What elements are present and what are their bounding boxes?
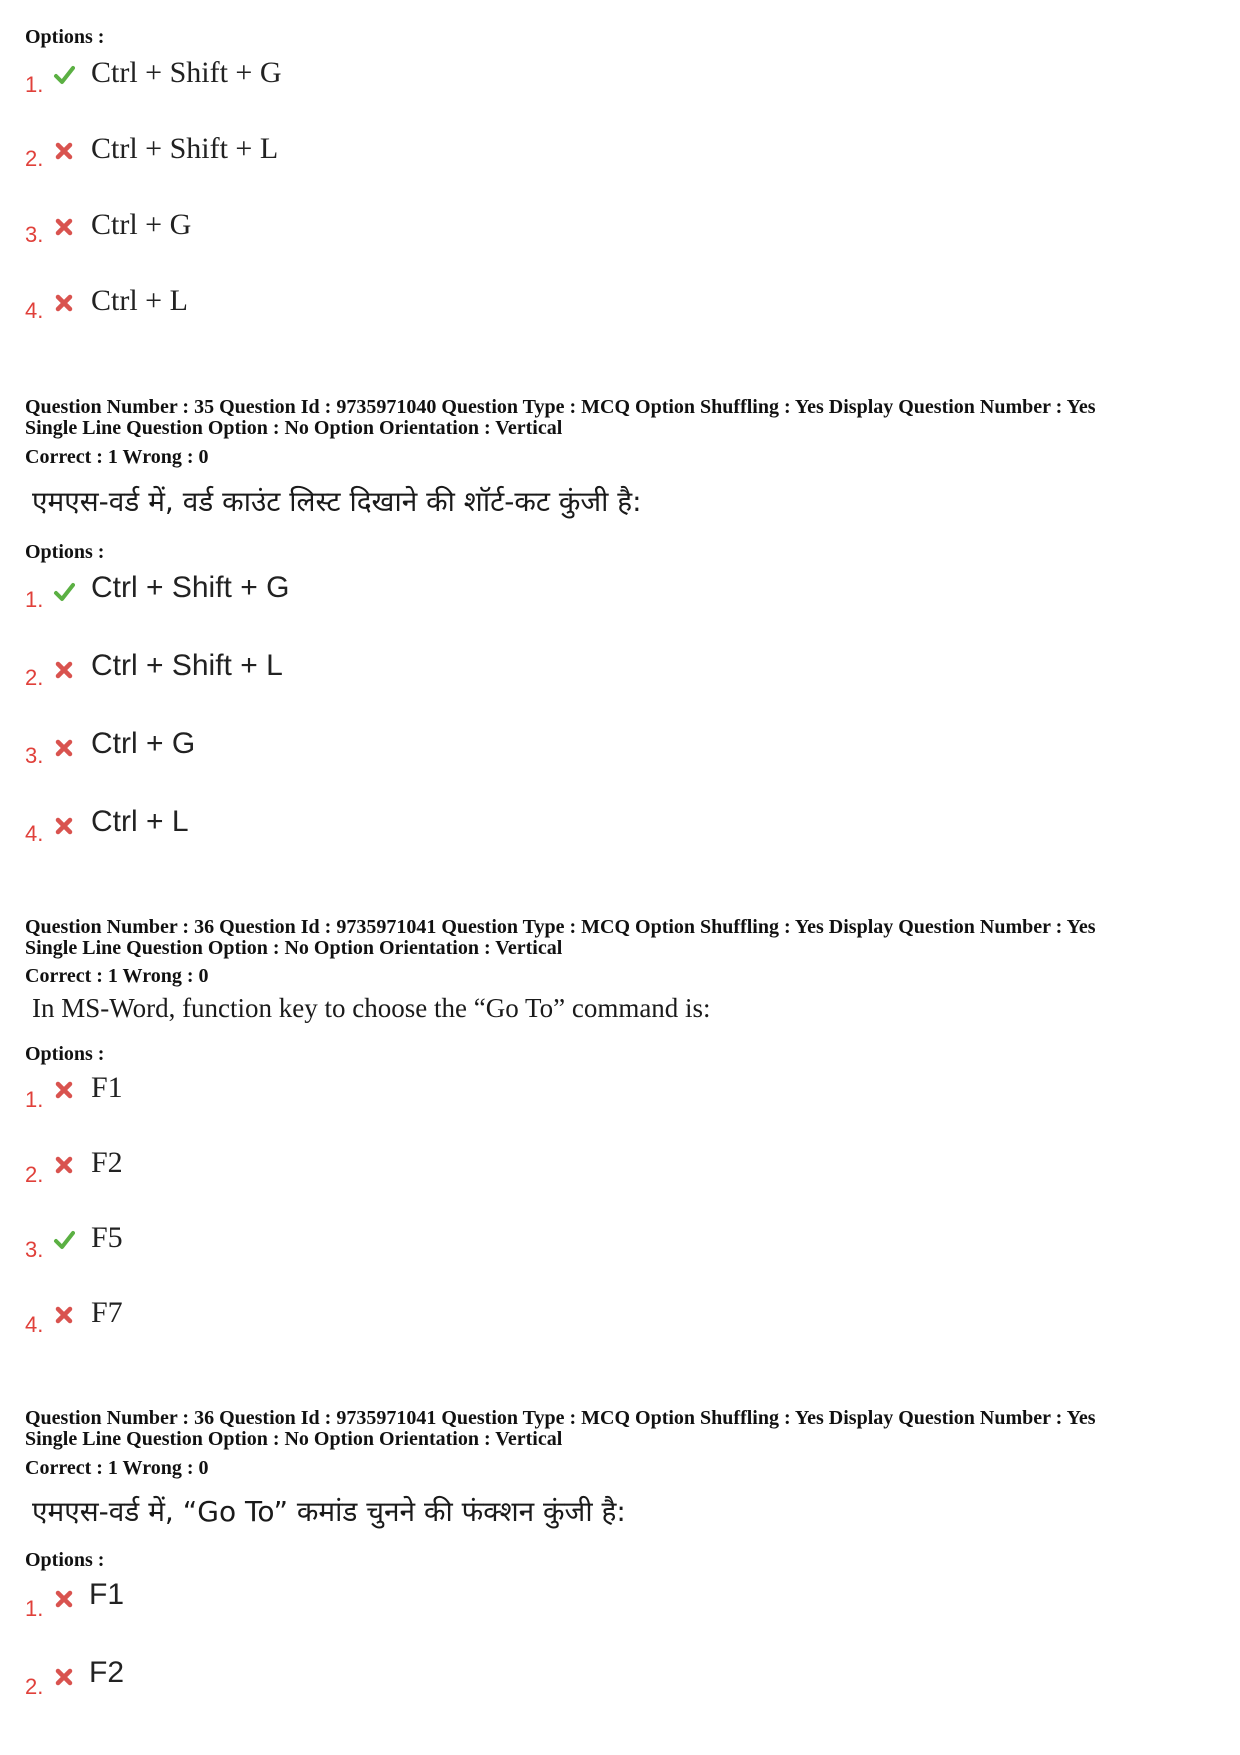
question-text: एमएस-वर्ड में, वर्ड काउंट लिस्ट दिखाने की शॉर्ट-कट कुंजी है: <box>32 485 642 518</box>
question-meta-line2: Single Line Question Option : No Option Orientation : Vertical <box>25 1428 563 1450</box>
marks-info: Correct : 1 Wrong : 0 <box>25 1457 209 1479</box>
question-meta: Question Number : 36 Question Id : 9735971041 Question Type : MCQ Option Shuffling : Yes Display Question Number : Yes <box>25 1407 1096 1429</box>
cross-icon <box>53 1666 75 1688</box>
cross-icon <box>53 140 75 162</box>
question-meta: Question Number : 36 Question Id : 9735971041 Question Type : MCQ Option Shuffling : Yes Display Question Number : Yes <box>25 916 1096 938</box>
option-number: 2. <box>25 1674 44 1699</box>
option-number: 4. <box>25 821 44 846</box>
question-text: एमएस-वर्ड में, “Go To” कमांड चुनने की फंक्शन कुंजी है: <box>32 1495 626 1528</box>
option-text: F5 <box>91 1221 123 1254</box>
option-text: F2 <box>91 1146 123 1179</box>
option-number: 1. <box>25 1087 44 1112</box>
cross-icon <box>53 1079 75 1101</box>
cross-icon <box>53 292 75 314</box>
option-number: 4. <box>25 298 44 323</box>
option-text: Ctrl + Shift + L <box>91 132 279 165</box>
option-text: F1 <box>91 1071 123 1104</box>
option-text: Ctrl + G <box>91 208 192 241</box>
question-text: In MS-Word, function key to choose the “Go To” command is: <box>32 993 711 1023</box>
option-number: 3. <box>25 743 44 768</box>
option-number: 2. <box>25 1162 44 1187</box>
cross-icon <box>53 1154 75 1176</box>
option-text: Ctrl + L <box>91 284 188 317</box>
option-number: 4. <box>25 1312 44 1337</box>
options-label: Options : <box>25 26 105 48</box>
option-number: 3. <box>25 222 44 247</box>
option-text: F2 <box>89 1656 125 1689</box>
cross-icon <box>53 1304 75 1326</box>
cross-icon <box>53 815 75 837</box>
marks-info: Correct : 1 Wrong : 0 <box>25 965 209 987</box>
option-number: 3. <box>25 1237 44 1262</box>
cross-icon <box>53 659 75 681</box>
option-text: Ctrl + L <box>91 805 189 838</box>
cross-icon <box>53 216 75 238</box>
options-label: Options : <box>25 541 105 563</box>
option-text: Ctrl + Shift + G <box>91 571 290 604</box>
option-text: Ctrl + G <box>91 727 196 760</box>
option-text: Ctrl + Shift + L <box>91 649 283 682</box>
question-meta-line2: Single Line Question Option : No Option Orientation : Vertical <box>25 417 563 439</box>
check-icon <box>53 1229 75 1251</box>
option-text: F1 <box>89 1578 125 1611</box>
check-icon <box>53 64 75 86</box>
option-number: 1. <box>25 1596 44 1621</box>
option-number: 1. <box>25 587 44 612</box>
question-meta-line2: Single Line Question Option : No Option Orientation : Vertical <box>25 937 563 959</box>
options-label: Options : <box>25 1043 105 1065</box>
options-label: Options : <box>25 1549 105 1571</box>
option-number: 1. <box>25 72 44 97</box>
marks-info: Correct : 1 Wrong : 0 <box>25 446 209 468</box>
check-icon <box>53 581 75 603</box>
option-text: Ctrl + Shift + G <box>91 56 282 89</box>
question-meta: Question Number : 35 Question Id : 9735971040 Question Type : MCQ Option Shuffling : Yes Display Question Number : Yes <box>25 396 1096 418</box>
option-text: F7 <box>91 1296 123 1329</box>
cross-icon <box>53 1588 75 1610</box>
option-number: 2. <box>25 665 44 690</box>
cross-icon <box>53 737 75 759</box>
option-number: 2. <box>25 146 44 171</box>
